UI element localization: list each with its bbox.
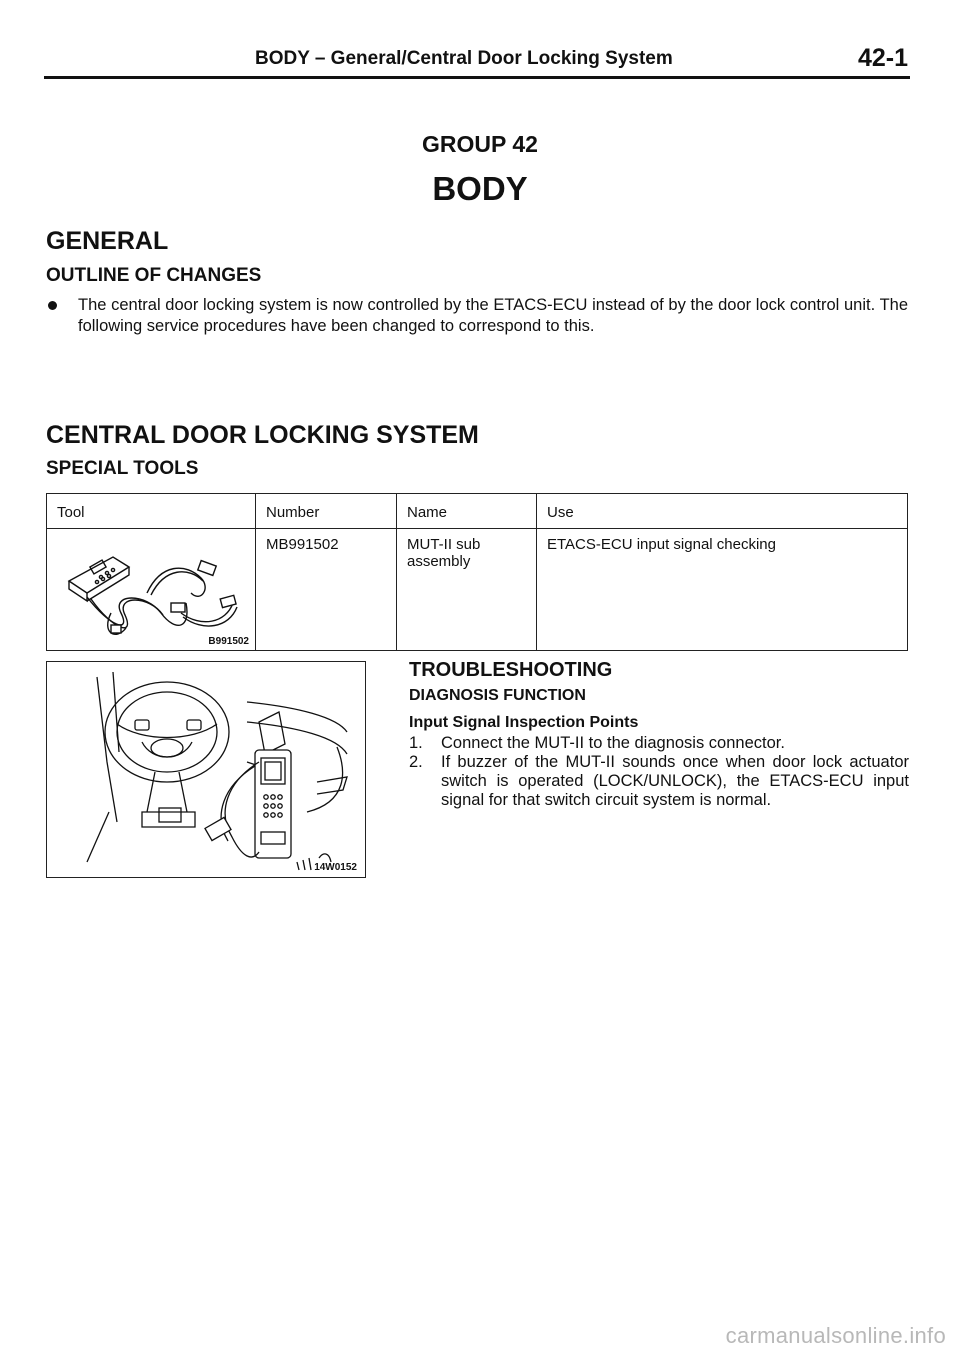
col-header-number: Number bbox=[256, 494, 397, 529]
mut-ii-sub-assembly-illustration bbox=[51, 533, 251, 643]
list-item bbox=[409, 734, 909, 753]
table-header-row bbox=[47, 494, 908, 529]
col-header-use: Use bbox=[537, 494, 908, 529]
group-title: BODY bbox=[432, 170, 528, 207]
dashboard-mut-ii-illustration bbox=[47, 662, 363, 875]
outline-bullet-text: The central door locking system is now controlled by the ETACS-ECU instead of by the door lock control unit. The following service procedures have been changed to correspond to this. bbox=[78, 296, 908, 335]
step-number: 1. bbox=[409, 734, 423, 752]
step-text: If buzzer of the MUT-II sounds once when door lock actuator switch is operated (LOCK/UNLOCK), the ETACS-ECU input signal for that switch circuit system is normal. bbox=[441, 753, 909, 809]
figure-caption: 14W0152 bbox=[314, 862, 357, 873]
tool-number-cell: MB991502 bbox=[256, 529, 397, 651]
group-label: GROUP 42 bbox=[422, 131, 538, 157]
input-signal-heading: Input Signal Inspection Points bbox=[409, 714, 639, 731]
col-header-tool: Tool bbox=[47, 494, 256, 529]
general-heading: GENERAL bbox=[46, 227, 169, 255]
special-tools-table bbox=[46, 493, 908, 651]
troubleshooting-heading: TROUBLESHOOTING bbox=[409, 659, 613, 681]
table-row bbox=[47, 529, 908, 651]
tool-name-cell: MUT-II sub assembly bbox=[397, 529, 537, 651]
tool-image-caption: B991502 bbox=[208, 636, 249, 647]
list-item bbox=[409, 753, 909, 810]
step-number: 2. bbox=[409, 753, 423, 771]
header-rule bbox=[44, 76, 910, 79]
header-title: BODY – General/Central Door Locking System bbox=[255, 48, 673, 69]
tool-image-cell bbox=[47, 529, 256, 651]
outline-heading: OUTLINE OF CHANGES bbox=[46, 265, 262, 286]
diagnosis-function-heading: DIAGNOSIS FUNCTION bbox=[409, 687, 586, 704]
col-header-name: Name bbox=[397, 494, 537, 529]
step-text: Connect the MUT-II to the diagnosis connector. bbox=[441, 734, 785, 752]
diagnosis-connector-figure bbox=[46, 661, 366, 878]
watermark: carmanualsonline.info bbox=[725, 1323, 946, 1348]
special-tools-heading: SPECIAL TOOLS bbox=[46, 458, 199, 479]
central-heading: CENTRAL DOOR LOCKING SYSTEM bbox=[46, 421, 479, 449]
tool-use-cell: ETACS-ECU input signal checking bbox=[537, 529, 908, 651]
bullet-dot bbox=[48, 301, 57, 310]
inspection-steps bbox=[409, 734, 909, 810]
page-number: 42-1 bbox=[857, 44, 908, 72]
